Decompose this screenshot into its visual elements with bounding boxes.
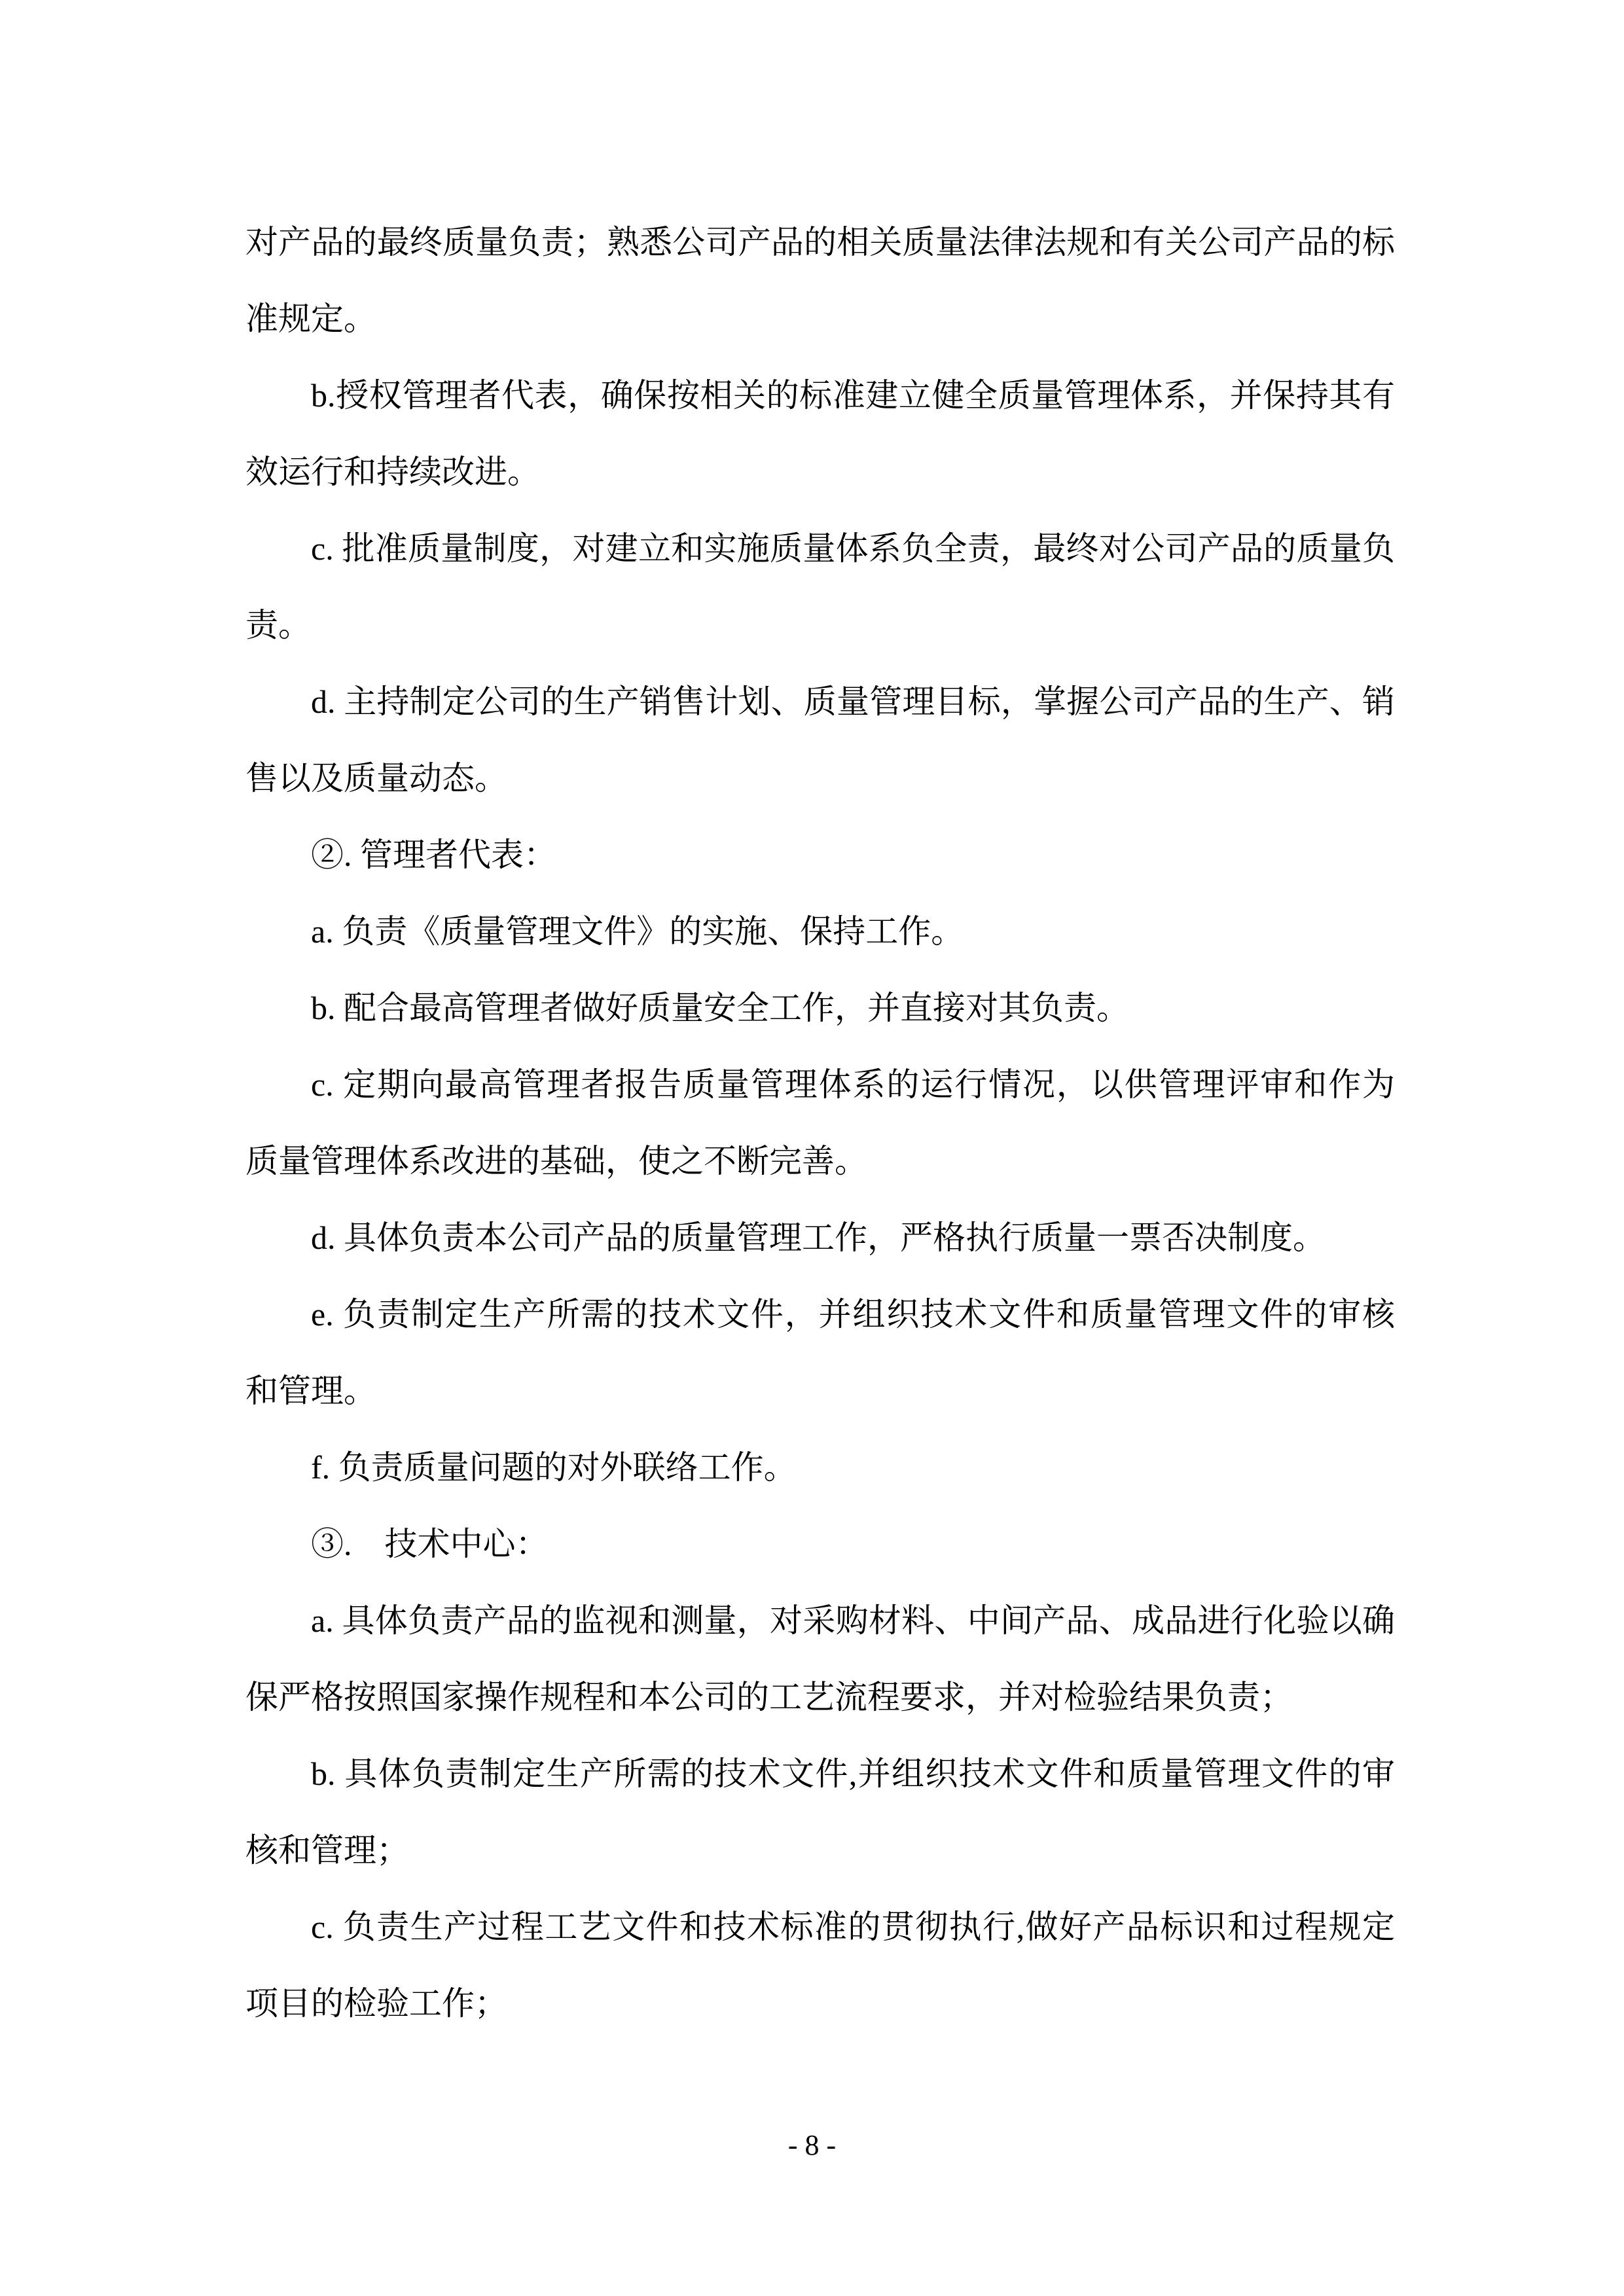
text-line: b. 具体负责制定生产所需的技术文件,并组织技术文件和质量管理文件的审 <box>311 1755 1395 1792</box>
text-line: a. 负责《质量管理文件》的实施、保持工作。 <box>311 913 964 950</box>
text-line: b.授权管理者代表，确保按相关的标准建立健全质量管理体系，并保持其有 <box>311 377 1395 414</box>
text-line: 质量管理体系改进的基础，使之不断完善。 <box>245 1143 867 1179</box>
text-line: 和管理。 <box>245 1372 376 1409</box>
text-line: f. 负责质量问题的对外联络工作。 <box>311 1449 797 1486</box>
text-line: 项目的检验工作； <box>245 1985 507 2022</box>
text-line: d. 主持制定公司的生产销售计划、质量管理目标，掌握公司产品的生产、销 <box>311 683 1395 720</box>
text-line: ②. 管理者代表： <box>311 836 556 873</box>
text-line: 责。 <box>245 607 311 643</box>
text-line: 核和管理； <box>245 1832 409 1869</box>
text-line: e. 负责制定生产所需的技术文件，并组织技术文件和质量管理文件的审核 <box>311 1296 1395 1333</box>
page-number: - 8 - <box>787 2129 837 2161</box>
text-line: c. 批准质量制度，对建立和实施质量体系负全责，最终对公司产品的质量负 <box>311 530 1395 567</box>
text-line: 准规定。 <box>245 300 376 337</box>
text-line: 售以及质量动态。 <box>245 760 507 797</box>
text-line: b. 配合最高管理者做好质量安全工作，并直接对其负责。 <box>311 990 1129 1026</box>
text-line: d. 具体负责本公司产品的质量管理工作，严格执行质量一票否决制度。 <box>311 1219 1326 1256</box>
text-line: c. 定期向最高管理者报告质量管理体系的运行情况，以供管理评审和作为 <box>311 1066 1395 1103</box>
text-line: 保严格按照国家操作规程和本公司的工艺流程要求，并对检验结果负责； <box>245 1679 1293 1715</box>
text-line: 对产品的最终质量负责；熟悉公司产品的相关质量法律法规和有关公司产品的标 <box>245 224 1395 260</box>
text-line: ③. 技术中心： <box>311 1526 549 1562</box>
text-line: a. 具体负责产品的监视和测量，对采购材料、中间产品、成品进行化验以确 <box>311 1602 1395 1639</box>
text-line: c. 负责生产过程工艺文件和技术标准的贯彻执行,做好产品标识和过程规定 <box>311 1909 1395 1945</box>
document-body <box>245 204 1395 2042</box>
text-line: 效运行和持续改进。 <box>245 454 540 490</box>
